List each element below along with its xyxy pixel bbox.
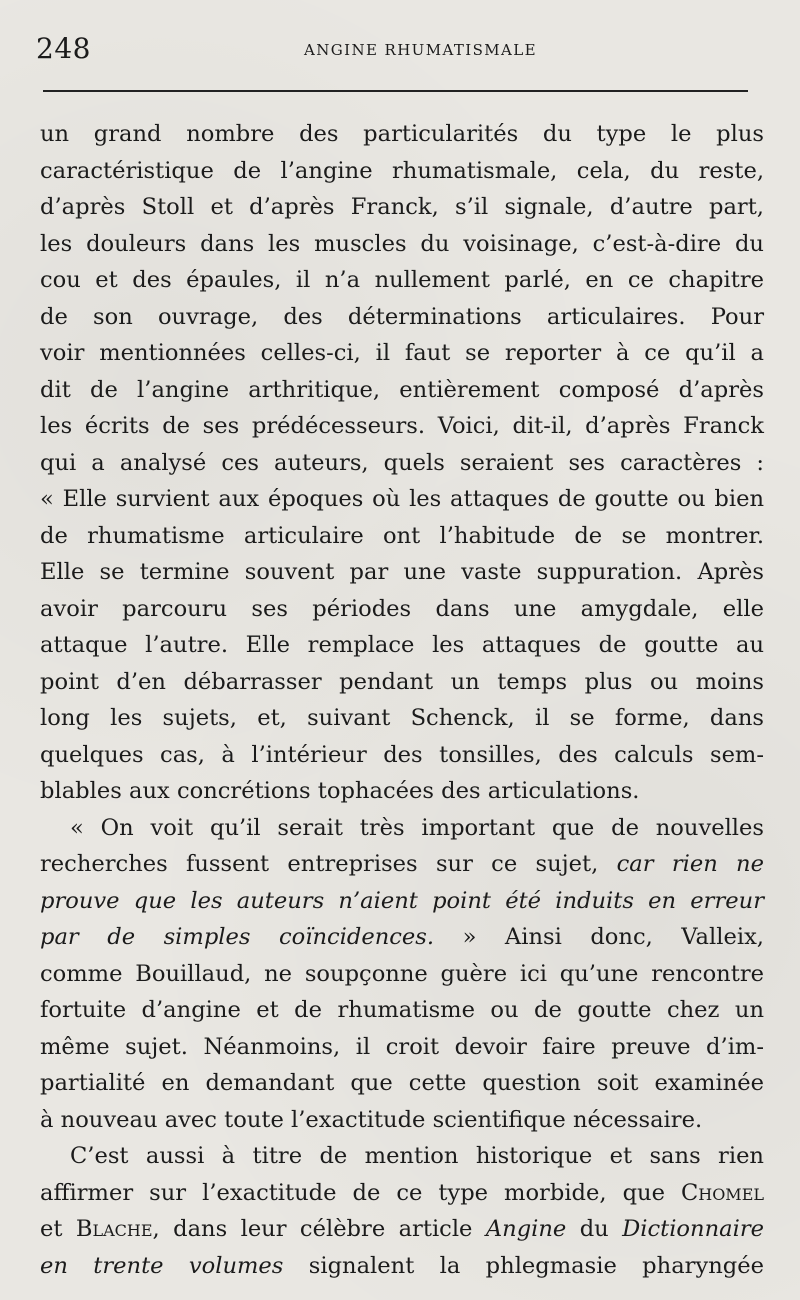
text-line: affirmer sur l’exactitude de ce type morbide, que Chomel: [40, 1179, 764, 1206]
header-rule: [43, 90, 748, 92]
text-line: en trente volumes signalent la phlegmasie pharyngée: [40, 1252, 764, 1279]
text-line: de rhumatisme articulaire ont l’habitude de se montrer.: [40, 522, 764, 549]
text-line: qui a analysé ces auteurs, quels seraient ses caractères :: [40, 449, 764, 476]
italic-text: Angine: [485, 1216, 567, 1242]
text-line: avoir parcouru ses périodes dans une amygdale, elle: [40, 595, 764, 622]
text-line: attaque l’autre. Elle remplace les attaques de goutte au: [40, 632, 764, 658]
text-line: quelques cas, à l’intérieur des tonsilles, des calculs sem-: [40, 741, 764, 768]
page-number: 248: [36, 32, 91, 65]
page-header: [36, 32, 748, 72]
author-name: Chomel: [680, 1179, 764, 1206]
text-line: « Elle survient aux époques où les attaques de goutte ou bien: [40, 486, 764, 512]
author-name: Blache: [75, 1216, 153, 1242]
italic-text: par de simples coïncidences.: [40, 924, 435, 950]
text-line: comme Bouillaud, ne soupçonne guère ici qu’une rencontre: [40, 960, 764, 987]
text-line: recherches fussent entreprises sur ce sujet, car rien ne: [40, 851, 764, 877]
body-text: [40, 116, 764, 1284]
text-line: un grand nombre des particularités du type le plus: [40, 121, 764, 147]
text-line: les écrits de ses prédécesseurs. Voici, dit-il, d’après Franck: [40, 413, 764, 439]
text-line: Elle se termine souvent par une vaste suppuration. Après: [40, 559, 764, 585]
text-line: point d’en débarrasser pendant un temps plus ou moins: [40, 668, 764, 695]
text-line: blables aux concrétions tophacées des articulations.: [40, 778, 640, 804]
text-line: « On voit qu’il serait très important que de nouvelles: [70, 814, 764, 841]
text-line: de son ouvrage, des déterminations articulaires. Pour: [40, 303, 764, 330]
text-line: dit de l’angine arthritique, entièrement composé d’après: [40, 376, 764, 403]
text-line: C’est aussi à titre de mention historique et sans rien: [70, 1143, 764, 1169]
italic-text: en trente volumes: [40, 1252, 284, 1279]
text-line: cou et des épaules, il n’a nullement parlé, en ce chapitre: [40, 267, 764, 293]
text-line: les douleurs dans les muscles du voisinage, c’est-à-dire du: [40, 230, 764, 257]
text-line: et Blache, dans leur célèbre article Angine du Dictionnaire: [40, 1216, 764, 1242]
text-line: voir mentionnées celles-ci, il faut se reporter à ce qu’il a: [40, 340, 764, 366]
text-line: caractéristique de l’angine rhumatismale, cela, du reste,: [40, 157, 764, 184]
text-line: même sujet. Néanmoins, il croit devoir faire preuve d’im-: [40, 1033, 764, 1060]
text-line: à nouveau avec toute l’exactitude scientifique nécessaire.: [40, 1106, 703, 1133]
text-line: prouve que les auteurs n’aient point été induits en erreur: [40, 887, 764, 914]
text-line: par de simples coïncidences. » Ainsi donc, Valleix,: [40, 924, 764, 950]
text-line: partialité en demandant que cette question soit examinée: [40, 1070, 764, 1096]
text-line: long les sujets, et, suivant Schenck, il se forme, dans: [40, 705, 764, 731]
italic-text: car rien ne: [616, 851, 764, 877]
running-title: ANGINE RHUMATISMALE: [304, 41, 538, 59]
text-line: fortuite d’angine et de rhumatisme ou de goutte chez un: [40, 997, 764, 1023]
text-line: d’après Stoll et d’après Franck, s’il signale, d’autre part,: [40, 194, 764, 220]
italic-text: Dictionnaire: [622, 1216, 764, 1242]
